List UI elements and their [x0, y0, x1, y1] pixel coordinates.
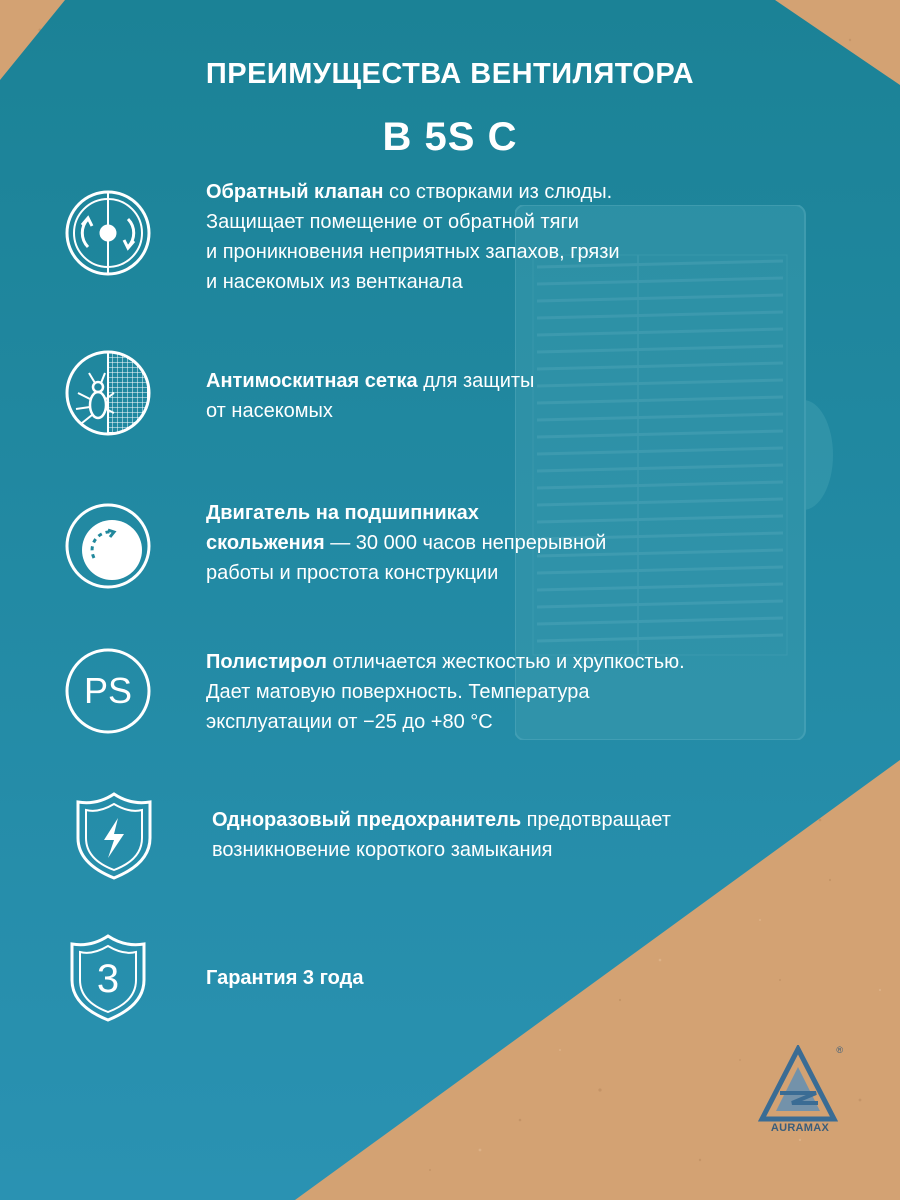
check-valve-icon	[62, 187, 154, 279]
feature-polystyrene: Полистирол отличается жесткостью и хрупкостью. Дает матовую поверхность. Температура эксплуатации от −25 до +80 °С	[206, 651, 685, 733]
fuse-shield-icon	[68, 790, 160, 882]
feature-fuse: Одноразовый предохранитель предотвращает возникновение короткого замыкания	[212, 809, 671, 861]
mosquito-net-icon	[62, 347, 154, 439]
brand-name: AURAMAX	[770, 1122, 830, 1134]
registered-mark: ®	[836, 1045, 843, 1055]
warranty-shield-icon	[62, 932, 154, 1024]
feature-check-valve: Обратный клапан со створками из слюды. Защищает помещение от обратной тяги и проникновения неприятных запахов, грязи и насекомых из вентканала	[206, 181, 620, 293]
feature-mosquito-net: Антимоскитная сетка для защиты от насекомых	[206, 370, 535, 422]
model-name: B 5S C	[382, 115, 518, 159]
warranty-years-label: 3	[96, 957, 120, 1001]
feature-warranty: Гарантия 3 года	[206, 967, 364, 989]
auramax-logo-icon	[758, 1045, 838, 1123]
polystyrene-icon	[62, 645, 154, 737]
page-title: ПРЕИМУЩЕСТВА ВЕНТИЛЯТОРА	[205, 58, 695, 90]
polystyrene-label: PS	[83, 670, 133, 711]
bearing-icon	[62, 500, 154, 592]
feature-bearing: Двигатель на подшипниках скольжения — 30 000 часов непрерывной работы и простота конструкции	[206, 502, 607, 584]
auramax-logo	[755, 1045, 845, 1145]
